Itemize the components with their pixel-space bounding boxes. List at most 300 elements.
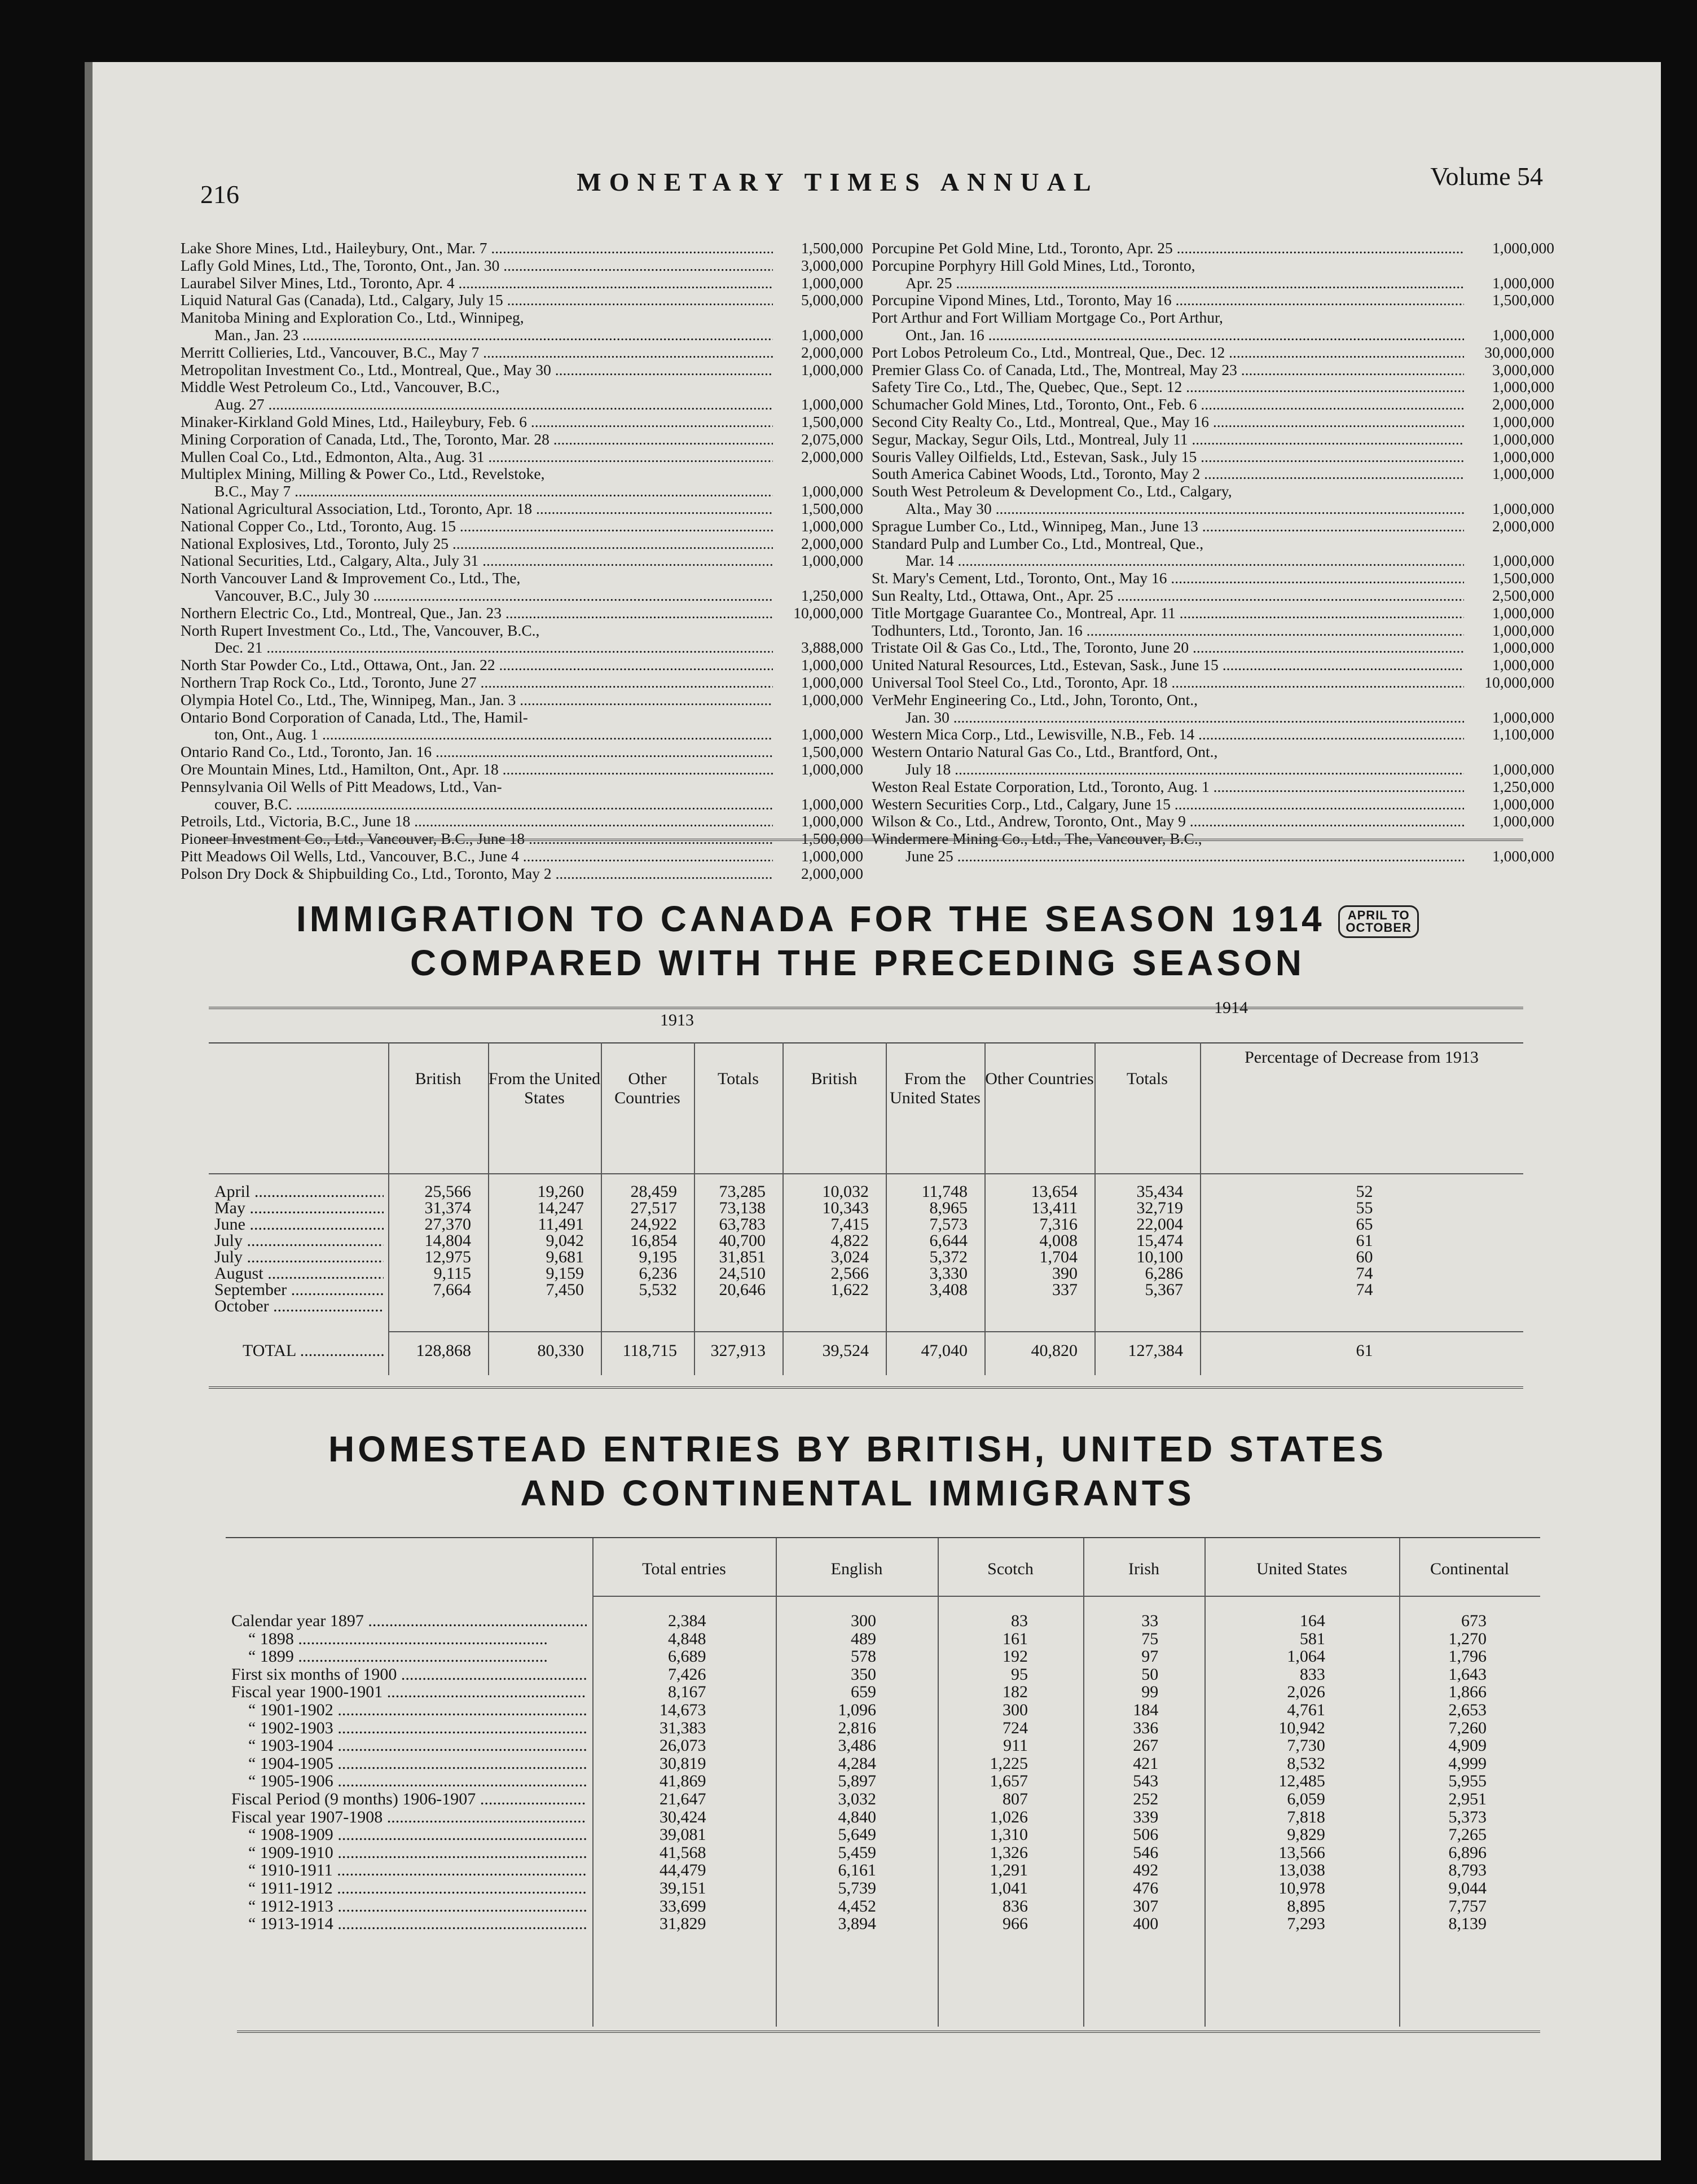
registration-row (181, 483, 863, 500)
company-name: National Explosives, Ltd., Toronto, July 25 ..... (181, 535, 773, 553)
table-cell: 2,026 (1287, 1683, 1325, 1702)
registration-row (181, 448, 863, 466)
registration-row (872, 431, 1554, 448)
company-name: ton, Ont., Aug. 1 ..... (181, 726, 773, 743)
capital-amount: 1,000,000 (801, 482, 863, 500)
table-cell: 26,073 (660, 1736, 706, 1755)
registration-row (872, 848, 1554, 865)
capital-amount: 3,000,000 (801, 256, 863, 274)
registration-row (872, 709, 1554, 726)
table-cell: 1,026 (990, 1807, 1028, 1826)
table-cell: 836 (1002, 1896, 1028, 1916)
company-name: Wilson & Co., Ltd., Andrew, Toronto, Ont., May 9 ..... (872, 813, 1464, 830)
table-cell: 21,647 (660, 1790, 706, 1808)
table-cell: 13,566 (1278, 1843, 1325, 1862)
registration-row (181, 327, 863, 344)
capital-amount: 1,500,000 (801, 499, 863, 517)
capital-amount: 1,000,000 (801, 274, 863, 292)
registration-row (181, 605, 863, 622)
volume-label: Volume 54 (1430, 162, 1543, 191)
company-name: Laurabel Silver Mines, Ltd., Toronto, Apr. 4 ..... (181, 275, 773, 292)
capital-amount: 1,000,000 (801, 725, 863, 743)
company-name: Porcupine Vipond Mines, Ltd., Toronto, May 16 ..... (872, 292, 1464, 309)
capital-amount: 2,000,000 (801, 447, 863, 465)
table-cell: 7,265 (1448, 1825, 1487, 1844)
company-name: Safety Tire Co., Ltd., The, Quebec, Que., Sept. 12 ..... (872, 378, 1464, 396)
table-cell: 390 (1052, 1264, 1078, 1283)
table-cell: 7,730 (1287, 1736, 1325, 1755)
table-cell: 10,942 (1278, 1718, 1325, 1737)
capital-amount: 1,000,000 (1492, 812, 1554, 830)
table-cell: 25,566 (424, 1182, 471, 1201)
table-cell: 41,869 (660, 1772, 706, 1791)
registration-row (872, 535, 1554, 553)
immigration-subtitle: COMPARED WITH THE PRECEDING SEASON (410, 943, 1305, 983)
registration-row (181, 761, 863, 778)
table-cell: 581 (1299, 1629, 1325, 1648)
company-name: Aug. 27 ..... (181, 396, 773, 413)
total-cell: 61 (1356, 1341, 1373, 1360)
table-cell: 1,041 (990, 1879, 1028, 1897)
capital-amount: 1,500,000 (1492, 569, 1554, 587)
table-cell: 5,373 (1448, 1807, 1487, 1826)
registration-row (181, 344, 863, 362)
table-cell: 3,408 (929, 1280, 968, 1299)
company-name: Port Lobos Petroleum Co., Ltd., Montreal, Que., Dec. 12 ..... (872, 344, 1464, 362)
total-rule (388, 1331, 1523, 1332)
month-label: September ..... (214, 1280, 384, 1300)
table-cell: 31,851 (719, 1248, 766, 1266)
period-label: “ 1903-1904 ..... (248, 1736, 587, 1755)
registration-row (181, 778, 863, 796)
table-cell: 27,517 (630, 1199, 677, 1217)
total-cell: 80,330 (537, 1341, 584, 1360)
table-cell: 3,486 (838, 1736, 876, 1755)
capital-amount: 10,000,000 (1484, 673, 1554, 691)
table-cell: 4,848 (668, 1629, 706, 1648)
total-cell: 127,384 (1128, 1341, 1183, 1360)
registration-row (872, 275, 1554, 292)
company-name: Petroils, Ltd., Victoria, B.C., June 18 ..... (181, 813, 773, 830)
registration-row (181, 848, 863, 865)
company-name: Mullen Coal Co., Ltd., Edmonton, Alta., Aug. 31 ..... (181, 448, 773, 466)
company-name: Todhunters, Ltd., Toronto, Jan. 16 ..... (872, 622, 1464, 640)
registration-row (181, 292, 863, 309)
capital-amount: 1,000,000 (1492, 274, 1554, 292)
registration-row (181, 709, 863, 726)
company-name: Ore Mountain Mines, Ltd., Hamilton, Ont., Apr. 18 ..... (181, 761, 773, 778)
registration-row (181, 465, 863, 483)
table-cell: 7,757 (1448, 1896, 1487, 1916)
table-cell: 192 (1002, 1647, 1028, 1666)
table-cell: 30,424 (660, 1807, 706, 1826)
capital-amount: 1,500,000 (1492, 291, 1554, 309)
table-cell: 55 (1356, 1199, 1373, 1217)
table-cell: 97 (1141, 1647, 1159, 1666)
registration-row (181, 240, 863, 257)
registration-row (181, 518, 863, 535)
company-name: couver, B.C. ..... (181, 796, 773, 813)
table-cell: 61 (1356, 1231, 1373, 1250)
registration-row (872, 726, 1554, 743)
table-cell: 13,411 (1031, 1199, 1078, 1217)
table-cell: 16,854 (630, 1231, 677, 1250)
capital-amount: 1,500,000 (801, 412, 863, 430)
capital-amount: 1,000,000 (801, 847, 863, 865)
company-name: St. Mary's Cement, Ltd., Toronto, Ont., May 16 ..... (872, 570, 1464, 587)
company-name: Lake Shore Mines, Ltd., Haileybury, Ont., Mar. 7 ..... (181, 240, 773, 257)
table-cell: 543 (1133, 1772, 1159, 1791)
company-name: Northern Trap Rock Co., Ltd., Toronto, June 27 ..... (181, 674, 773, 692)
registration-row (872, 796, 1554, 813)
period-label: Calendar year 1897 ..... (231, 1611, 587, 1631)
table-cell: 6,236 (639, 1264, 677, 1283)
table-cell: 41,568 (660, 1843, 706, 1862)
table-cell: 1,704 (1039, 1248, 1078, 1266)
capital-amount: 1,500,000 (801, 830, 863, 848)
company-name: Porcupine Porphyry Hill Gold Mines, Ltd., Toronto, (872, 257, 1195, 274)
season-note-top: APRIL TO (1347, 908, 1410, 923)
period-label: “ 1905-1906 ..... (248, 1772, 587, 1791)
company-name: Dec. 21 ..... (181, 639, 773, 657)
table-cell: 1,796 (1448, 1647, 1487, 1666)
capital-amount: 1,000,000 (1492, 325, 1554, 344)
registration-row (872, 257, 1554, 275)
table-cell: 4,452 (838, 1896, 876, 1916)
table-cell: 13,038 (1278, 1861, 1325, 1880)
table-cell: 44,479 (660, 1861, 706, 1880)
company-name: Western Ontario Natural Gas Co., Ltd., Brantford, Ont., (872, 743, 1218, 761)
homestead-table (226, 1538, 1540, 2027)
table-cell: 8,793 (1448, 1861, 1487, 1880)
table-cell: 161 (1002, 1629, 1028, 1648)
company-name: Jan. 30 ..... (872, 709, 1464, 726)
column-header: English (830, 1560, 883, 1578)
registration-row (872, 465, 1554, 483)
company-name: Minaker-Kirkland Gold Mines, Ltd., Haileybury, Feb. 6 ..... (181, 413, 773, 431)
capital-amount: 1,000,000 (801, 795, 863, 813)
registration-row (872, 587, 1554, 605)
registration-row (872, 483, 1554, 500)
registration-row (181, 535, 863, 553)
capital-amount: 1,000,000 (1492, 239, 1554, 257)
table-cell: 184 (1133, 1701, 1159, 1719)
month-label: April ..... (214, 1182, 384, 1201)
company-name: North Vancouver Land & Improvement Co., Ltd., The, (181, 570, 521, 587)
table-cell: 182 (1002, 1683, 1028, 1702)
registration-row (872, 240, 1554, 257)
registration-row (872, 309, 1554, 327)
capital-amount: 1,000,000 (1492, 412, 1554, 430)
company-name: Lafly Gold Mines, Ltd., The, Toronto, Ont., Jan. 30 ..... (181, 257, 773, 275)
total-cell: 327,913 (710, 1341, 766, 1360)
table-cell: 14,673 (660, 1701, 706, 1719)
registration-row (872, 570, 1554, 587)
table-cell: 1,225 (990, 1754, 1028, 1773)
immigration-bottom-rule (209, 1386, 1523, 1389)
period-label: “ 1911-1912 ..... (248, 1879, 587, 1898)
table-cell: 73,285 (719, 1182, 766, 1201)
period-label: Fiscal year 1900-1901 ..... (231, 1683, 587, 1702)
year-1914-label: 1914 (1214, 998, 1248, 1017)
year-1913-label: 1913 (660, 1011, 694, 1029)
table-cell: 11,491 (538, 1215, 584, 1234)
table-cell: 83 (1010, 1611, 1028, 1630)
table-cell: 6,644 (929, 1231, 968, 1250)
month-label: October ..... (214, 1297, 384, 1316)
table-cell: 659 (850, 1683, 876, 1702)
table-cell: 8,895 (1287, 1896, 1325, 1916)
registration-row (181, 674, 863, 692)
company-name: Western Securities Corp., Ltd., Calgary, June 15 ..... (872, 796, 1464, 813)
company-name: Weston Real Estate Corporation, Ltd., Toronto, Aug. 1 ..... (872, 778, 1464, 796)
table-cell: 339 (1133, 1807, 1159, 1826)
registration-row (181, 378, 863, 396)
period-label: “ 1912-1913 ..... (248, 1897, 587, 1916)
table-cell: 578 (850, 1647, 876, 1666)
company-name: B.C., May 7 ..... (181, 483, 773, 500)
table-cell: 4,761 (1287, 1701, 1325, 1719)
registration-row (181, 743, 863, 761)
capital-amount: 1,000,000 (801, 360, 863, 378)
period-label: “ 1904-1905 ..... (248, 1754, 587, 1773)
table-cell: 7,415 (830, 1215, 869, 1234)
table-cell: 3,330 (929, 1264, 968, 1283)
table-cell: 1,064 (1287, 1647, 1325, 1666)
period-label: “ 1908-1909 ..... (248, 1825, 587, 1844)
capital-amount: 1,500,000 (801, 239, 863, 257)
table-cell: 7,664 (433, 1280, 471, 1299)
month-label: May ..... (214, 1199, 384, 1218)
table-cell: 10,032 (822, 1182, 869, 1201)
company-name: June 25 ..... (872, 848, 1464, 865)
capital-amount: 1,000,000 (1492, 795, 1554, 813)
capital-amount: 1,000,000 (801, 812, 863, 830)
table-cell: 10,100 (1136, 1248, 1183, 1266)
period-label: “ 1902-1903 ..... (248, 1719, 587, 1738)
table-cell: 95 (1010, 1665, 1028, 1684)
period-label: “ 1909-1910 ..... (248, 1843, 587, 1862)
registration-row (872, 292, 1554, 309)
capital-amount: 1,250,000 (801, 586, 863, 604)
capital-amount: 2,000,000 (801, 534, 863, 552)
table-cell: 5,372 (929, 1248, 968, 1266)
company-name: National Agricultural Association, Ltd., Toronto, Apr. 18 ..... (181, 500, 773, 518)
capital-amount: 1,000,000 (1492, 760, 1554, 778)
company-name: Standard Pulp and Lumber Co., Ltd., Montreal, Que., (872, 535, 1204, 552)
table-cell: 3,894 (838, 1914, 876, 1934)
table-cell: 4,909 (1448, 1736, 1487, 1755)
table-cell: 5,739 (838, 1879, 876, 1897)
table-cell: 3,032 (838, 1790, 876, 1808)
registration-row (181, 362, 863, 379)
registration-row (872, 639, 1554, 657)
table-cell: 4,840 (838, 1807, 876, 1826)
column-header: Scotch (987, 1560, 1034, 1578)
capital-amount: 2,000,000 (1492, 517, 1554, 535)
column-header: Totals (1127, 1069, 1168, 1088)
table-cell: 9,115 (433, 1264, 471, 1283)
company-name: Multiplex Mining, Milling & Power Co., Ltd., Revelstoke, (181, 465, 545, 483)
registration-row (181, 275, 863, 292)
company-name: VerMehr Engineering Co., Ltd., John, Toronto, Ont., (872, 691, 1198, 708)
table-cell: 5,532 (639, 1280, 677, 1299)
period-label: First six months of 1900 ..... (231, 1665, 587, 1684)
table-cell: 5,649 (838, 1825, 876, 1844)
capital-amount: 5,000,000 (801, 291, 863, 309)
capital-amount: 2,075,000 (801, 430, 863, 448)
company-name: Second City Realty Co., Ltd., Montreal, Que., May 16 ..... (872, 413, 1464, 431)
company-name: Ontario Rand Co., Ltd., Toronto, Jan. 16 ..... (181, 743, 773, 761)
company-name: Mar. 14 ..... (872, 552, 1464, 570)
company-name: Man., Jan. 23 ..... (181, 327, 773, 344)
table-cell: 6,059 (1287, 1790, 1325, 1808)
company-name: Porcupine Pet Gold Mine, Ltd., Toronto, Apr. 25 ..... (872, 240, 1464, 257)
table-cell: 1,326 (990, 1843, 1028, 1862)
company-name: Tristate Oil & Gas Co., Ltd., The, Toronto, June 20 ..... (872, 639, 1464, 657)
period-label: “ 1913-1914 ..... (248, 1914, 587, 1934)
table-cell: 9,829 (1287, 1825, 1325, 1844)
total-cell: 128,868 (416, 1341, 471, 1360)
total-cell: 118,715 (622, 1341, 677, 1360)
table-cell: 5,955 (1448, 1772, 1487, 1791)
table-cell: 24,922 (630, 1215, 677, 1234)
company-name: Sun Realty, Ltd., Ottawa, Ont., Apr. 25 ..... (872, 587, 1464, 605)
page-number: 216 (200, 180, 239, 209)
table-cell: 35,434 (1136, 1182, 1183, 1201)
table-cell: 52 (1356, 1182, 1373, 1201)
company-name: Title Mortgage Guarantee Co., Montreal, Apr. 11 ..... (872, 605, 1464, 622)
company-name: Manitoba Mining and Exploration Co., Ltd., Winnipeg, (181, 309, 524, 327)
company-name: National Copper Co., Ltd., Toronto, Aug. 15 ..... (181, 518, 773, 535)
capital-amount: 1,000,000 (801, 673, 863, 691)
table-cell: 31,383 (660, 1718, 706, 1737)
table-cell: 27,370 (424, 1215, 471, 1234)
table-cell: 911 (1003, 1736, 1028, 1755)
registration-row (181, 639, 863, 657)
table-cell: 2,566 (830, 1264, 869, 1283)
table-cell: 2,384 (668, 1611, 706, 1630)
table-cell: 73,138 (719, 1199, 766, 1217)
table-cell: 807 (1002, 1790, 1028, 1808)
column-header: United States (1256, 1560, 1347, 1578)
table-cell: 724 (1002, 1718, 1028, 1737)
table-cell: 20,646 (719, 1280, 766, 1299)
table-cell: 11,748 (921, 1182, 968, 1201)
table-cell: 252 (1133, 1790, 1159, 1808)
homestead-bottom-rule (237, 2031, 1540, 2033)
table-cell: 31,829 (660, 1914, 706, 1934)
registration-row (181, 813, 863, 830)
table-cell: 12,975 (424, 1248, 471, 1266)
table-cell: 39,081 (660, 1825, 706, 1844)
total-cell: 40,820 (1031, 1341, 1078, 1360)
table-cell: 489 (850, 1629, 876, 1648)
table-cell: 7,316 (1039, 1215, 1078, 1234)
company-name: South West Petroleum & Development Co., Ltd., Calgary, (872, 483, 1232, 500)
table-cell: 5,897 (838, 1772, 876, 1791)
capital-amount: 1,500,000 (801, 743, 863, 761)
table-cell: 1,866 (1448, 1683, 1487, 1702)
table-cell: 492 (1133, 1861, 1159, 1880)
table-cell: 9,044 (1448, 1879, 1487, 1897)
capital-amount: 1,000,000 (801, 760, 863, 778)
capital-amount: 1,000,000 (1492, 430, 1554, 448)
table-cell: 6,689 (668, 1647, 706, 1666)
publication-title: MONETARY TIMES ANNUAL (577, 168, 1099, 196)
homestead-title: HOMESTEAD ENTRIES BY BRITISH, UNITED STATES (328, 1429, 1387, 1469)
table-cell: 7,450 (546, 1280, 584, 1299)
company-name: Western Mica Corp., Ltd., Lewisville, N.B., Feb. 14 ..... (872, 726, 1464, 743)
capital-amount: 1,000,000 (1492, 552, 1554, 570)
season-note-bottom: OCTOBER (1346, 921, 1412, 935)
registration-row (181, 500, 863, 518)
registration-row (872, 500, 1554, 518)
capital-amount: 1,000,000 (1492, 447, 1554, 465)
registration-row (181, 865, 863, 883)
month-label: June ..... (214, 1215, 384, 1234)
homestead-subtitle: AND CONTINENTAL IMMIGRANTS (520, 1473, 1195, 1513)
registration-row (872, 327, 1554, 344)
company-name: Segur, Mackay, Segur Oils, Ltd., Montreal, July 11 ..... (872, 431, 1464, 448)
registration-row (872, 674, 1554, 692)
company-name: Premier Glass Co. of Canada, Ltd., The, Montreal, May 23 ..... (872, 362, 1464, 379)
company-name: Polson Dry Dock & Shipbuilding Co., Ltd., Toronto, May 2 ..... (181, 865, 773, 883)
company-name: Mining Corporation of Canada, Ltd., The, Toronto, Mar. 28 ..... (181, 431, 773, 448)
table-cell: 164 (1299, 1611, 1325, 1630)
column-header: Other Countries (614, 1069, 680, 1107)
registration-row (872, 413, 1554, 431)
immigration-title (214, 897, 1501, 941)
company-name: Apr. 25 ..... (872, 275, 1464, 292)
table-cell: 4,822 (830, 1231, 869, 1250)
capital-amount: 1,000,000 (1492, 378, 1554, 396)
header-rule (209, 1173, 1523, 1174)
capital-amount: 30,000,000 (1484, 343, 1554, 361)
season-note (1338, 905, 1419, 938)
table-cell: 50 (1141, 1665, 1159, 1684)
table-cell: 3,024 (830, 1248, 869, 1266)
table-cell: 7,573 (929, 1215, 968, 1234)
company-name: United Natural Resources, Ltd., Estevan, Sask., June 15 ..... (872, 657, 1464, 674)
company-name: July 18 ..... (872, 761, 1464, 778)
table-cell: 6,161 (838, 1861, 876, 1880)
registration-row (872, 692, 1554, 709)
registration-row (872, 552, 1554, 570)
period-label: Fiscal year 1907-1908 ..... (231, 1808, 587, 1827)
registration-row (181, 413, 863, 431)
table-cell: 350 (850, 1665, 876, 1684)
registration-row (181, 309, 863, 327)
period-label: “ 1898 ..... (248, 1630, 587, 1649)
column-header: Other Countries (985, 1069, 1094, 1088)
registration-row (872, 396, 1554, 413)
capital-amount: 2,500,000 (1492, 586, 1554, 604)
table-cell: 2,816 (838, 1718, 876, 1737)
registration-row (181, 396, 863, 413)
table-cell: 75 (1141, 1629, 1159, 1648)
capital-amount: 1,000,000 (1492, 656, 1554, 674)
table-cell: 337 (1052, 1280, 1078, 1299)
table-cell: 5,367 (1145, 1280, 1183, 1299)
registration-row (872, 813, 1554, 830)
table-cell: 2,653 (1448, 1701, 1487, 1719)
registration-row (872, 657, 1554, 674)
table-cell: 673 (1461, 1611, 1487, 1630)
period-label: “ 1901-1902 ..... (248, 1701, 587, 1720)
capital-amount: 1,000,000 (801, 690, 863, 708)
table-cell: 1,310 (990, 1825, 1028, 1844)
